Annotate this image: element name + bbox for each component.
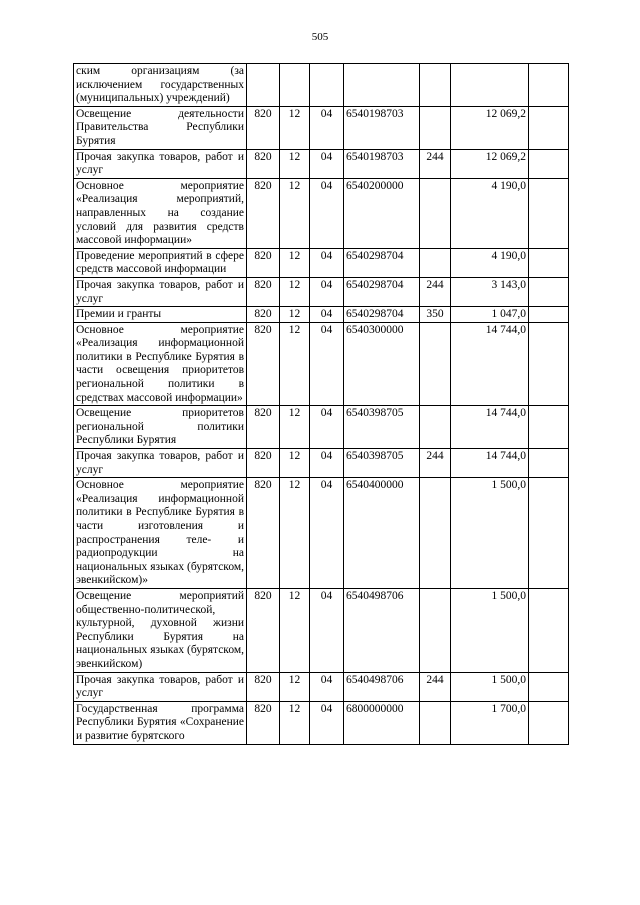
amount-cell: 14 744,0	[451, 406, 529, 449]
item-name-cell: Прочая закупка товаров, работ и услуг	[74, 277, 247, 306]
item-name-cell: Проведение мероприятий в сфере средств массовой информации	[74, 248, 247, 277]
ministry-code-cell: 820	[247, 149, 280, 178]
section-code-cell: 12	[280, 672, 310, 701]
item-name-cell: Освещение мероприятий общественно-политической, культурной, духовной жизни Республики Бурятия на национальных языках (бурятском, эвенкийском)	[74, 588, 247, 672]
target-article-cell: 6540198703	[344, 106, 420, 149]
extra-cell	[529, 449, 569, 478]
table-row	[74, 149, 569, 178]
target-article-cell: 6540300000	[344, 322, 420, 406]
section-code-cell: 12	[280, 178, 310, 248]
table-row	[74, 248, 569, 277]
subsection-code-cell: 04	[310, 478, 344, 589]
table-row	[74, 701, 569, 744]
subsection-code-cell: 04	[310, 701, 344, 744]
ministry-code-cell: 820	[247, 106, 280, 149]
table-row	[74, 322, 569, 406]
amount-cell: 1 500,0	[451, 672, 529, 701]
subsection-code-cell: 04	[310, 406, 344, 449]
ministry-code-cell: 820	[247, 277, 280, 306]
subsection-code-cell	[310, 64, 344, 107]
table-row	[74, 307, 569, 323]
target-article-cell	[344, 64, 420, 107]
expense-type-cell: 244	[420, 149, 451, 178]
amount-cell: 14 744,0	[451, 322, 529, 406]
ministry-code-cell: 820	[247, 478, 280, 589]
ministry-code-cell: 820	[247, 406, 280, 449]
target-article-cell: 6540298704	[344, 277, 420, 306]
expense-type-cell: 244	[420, 277, 451, 306]
section-code-cell: 12	[280, 277, 310, 306]
target-article-cell: 6540298704	[344, 307, 420, 323]
section-code-cell: 12	[280, 106, 310, 149]
subsection-code-cell: 04	[310, 248, 344, 277]
amount-cell: 1 047,0	[451, 307, 529, 323]
amount-cell: 3 143,0	[451, 277, 529, 306]
item-name-cell: Освещение деятельности Правительства Республики Бурятия	[74, 106, 247, 149]
ministry-code-cell: 820	[247, 449, 280, 478]
section-code-cell: 12	[280, 406, 310, 449]
extra-cell	[529, 588, 569, 672]
amount-cell: 1 700,0	[451, 701, 529, 744]
ministry-code-cell: 820	[247, 701, 280, 744]
section-code-cell: 12	[280, 307, 310, 323]
amount-cell: 4 190,0	[451, 248, 529, 277]
target-article-cell: 6540498706	[344, 672, 420, 701]
extra-cell	[529, 277, 569, 306]
target-article-cell: 6540498706	[344, 588, 420, 672]
extra-cell	[529, 106, 569, 149]
section-code-cell: 12	[280, 478, 310, 589]
expense-type-cell: 244	[420, 449, 451, 478]
extra-cell	[529, 307, 569, 323]
item-name-cell: Прочая закупка товаров, работ и услуг	[74, 149, 247, 178]
subsection-code-cell: 04	[310, 106, 344, 149]
table-row	[74, 588, 569, 672]
subsection-code-cell: 04	[310, 449, 344, 478]
table-row	[74, 406, 569, 449]
table-row	[74, 64, 569, 107]
subsection-code-cell: 04	[310, 322, 344, 406]
target-article-cell: 6800000000	[344, 701, 420, 744]
amount-cell: 1 500,0	[451, 588, 529, 672]
expense-type-cell	[420, 406, 451, 449]
ministry-code-cell: 820	[247, 248, 280, 277]
extra-cell	[529, 178, 569, 248]
item-name-cell: Прочая закупка товаров, работ и услуг	[74, 449, 247, 478]
item-name-cell: Прочая закупка товаров, работ и услуг	[74, 672, 247, 701]
target-article-cell: 6540398705	[344, 449, 420, 478]
budget-table	[73, 63, 569, 745]
target-article-cell: 6540198703	[344, 149, 420, 178]
item-name-cell: Основное мероприятие «Реализация информационной политики в Республике Бурятия в части освещения приоритетов региональной политики в средствах массовой информации»	[74, 322, 247, 406]
item-name-cell: Освещение приоритетов региональной политики Республики Бурятия	[74, 406, 247, 449]
subsection-code-cell: 04	[310, 672, 344, 701]
ministry-code-cell: 820	[247, 322, 280, 406]
target-article-cell: 6540400000	[344, 478, 420, 589]
target-article-cell: 6540200000	[344, 178, 420, 248]
section-code-cell: 12	[280, 449, 310, 478]
amount-cell: 14 744,0	[451, 449, 529, 478]
item-name-cell: Премии и гранты	[74, 307, 247, 323]
subsection-code-cell: 04	[310, 178, 344, 248]
ministry-code-cell: 820	[247, 588, 280, 672]
ministry-code-cell: 820	[247, 307, 280, 323]
ministry-code-cell	[247, 64, 280, 107]
extra-cell	[529, 478, 569, 589]
section-code-cell: 12	[280, 322, 310, 406]
subsection-code-cell: 04	[310, 588, 344, 672]
table-row	[74, 478, 569, 589]
amount-cell	[451, 64, 529, 107]
expense-type-cell	[420, 478, 451, 589]
subsection-code-cell: 04	[310, 277, 344, 306]
expense-type-cell	[420, 248, 451, 277]
section-code-cell: 12	[280, 588, 310, 672]
amount-cell: 4 190,0	[451, 178, 529, 248]
expense-type-cell	[420, 701, 451, 744]
table-row	[74, 106, 569, 149]
item-name-cell: Государственная программа Республики Бурятия «Сохранение и развитие бурятского	[74, 701, 247, 744]
expense-type-cell	[420, 64, 451, 107]
extra-cell	[529, 406, 569, 449]
ministry-code-cell: 820	[247, 672, 280, 701]
table-row	[74, 449, 569, 478]
extra-cell	[529, 322, 569, 406]
section-code-cell: 12	[280, 701, 310, 744]
table-row	[74, 672, 569, 701]
item-name-cell: ским организациям (за исключением государственных (муниципальных) учреждений)	[74, 64, 247, 107]
section-code-cell: 12	[280, 149, 310, 178]
table-row	[74, 277, 569, 306]
expense-type-cell: 244	[420, 672, 451, 701]
extra-cell	[529, 64, 569, 107]
page-number: 505	[311, 31, 329, 43]
amount-cell: 12 069,2	[451, 149, 529, 178]
item-name-cell: Основное мероприятие «Реализация информационной политики в Республике Бурятия в части изготовления и распространения теле- и радиопродукции на национальных языках (бурятском, эвенкийском)»	[74, 478, 247, 589]
expense-type-cell: 350	[420, 307, 451, 323]
extra-cell	[529, 149, 569, 178]
amount-cell: 1 500,0	[451, 478, 529, 589]
item-name-cell: Основное мероприятие «Реализация мероприятий, направленных на создание условий для развития средств массовой информации»	[74, 178, 247, 248]
extra-cell	[529, 248, 569, 277]
extra-cell	[529, 672, 569, 701]
subsection-code-cell: 04	[310, 149, 344, 178]
expense-type-cell	[420, 178, 451, 248]
extra-cell	[529, 701, 569, 744]
expense-type-cell	[420, 322, 451, 406]
section-code-cell: 12	[280, 248, 310, 277]
amount-cell: 12 069,2	[451, 106, 529, 149]
target-article-cell: 6540298704	[344, 248, 420, 277]
subsection-code-cell: 04	[310, 307, 344, 323]
ministry-code-cell: 820	[247, 178, 280, 248]
expense-type-cell	[420, 106, 451, 149]
target-article-cell: 6540398705	[344, 406, 420, 449]
table-row	[74, 178, 569, 248]
section-code-cell	[280, 64, 310, 107]
expense-type-cell	[420, 588, 451, 672]
